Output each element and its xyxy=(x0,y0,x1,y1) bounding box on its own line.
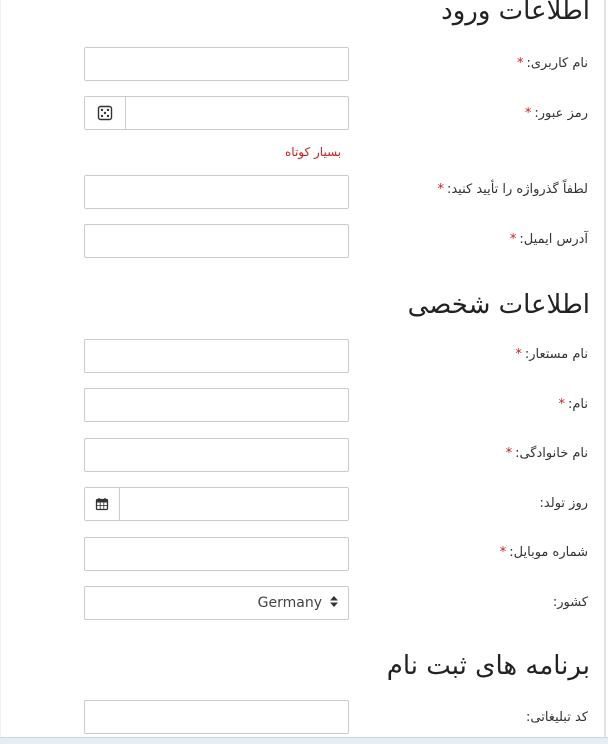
last-name-label xyxy=(506,446,588,461)
last-name-label-text: نام خانوادگی: xyxy=(515,446,588,461)
mobile-label xyxy=(500,545,588,560)
username-label-text: نام کاربری: xyxy=(526,56,588,71)
password-input[interactable] xyxy=(84,96,349,130)
country-label xyxy=(553,595,588,610)
promo-code-label-text: کد تبلیغاتی: xyxy=(526,710,588,725)
password-confirm-label xyxy=(437,182,588,197)
section-title-registration: برنامه های ثبت نام xyxy=(386,651,590,681)
email-input[interactable] xyxy=(84,224,349,258)
email-label xyxy=(510,232,588,247)
nickname-label-text: نام مستعار: xyxy=(524,347,588,362)
required-marker: * xyxy=(505,446,513,461)
username-input[interactable] xyxy=(84,47,349,81)
required-marker: * xyxy=(499,545,507,560)
birthday-input[interactable] xyxy=(84,487,349,521)
first-name-label xyxy=(558,397,588,412)
required-marker: * xyxy=(558,397,565,412)
bottom-scroll-edge xyxy=(0,737,608,744)
calendar-icon xyxy=(95,497,109,511)
last-name-input[interactable] xyxy=(84,438,349,472)
required-marker: * xyxy=(524,106,532,121)
generate-password-button[interactable] xyxy=(85,97,126,129)
required-marker: * xyxy=(516,56,524,71)
password-confirm-input[interactable] xyxy=(84,175,349,209)
username-label xyxy=(517,56,588,71)
calendar-button[interactable] xyxy=(85,488,120,520)
mobile-label-text: شماره موبایل: xyxy=(509,545,588,560)
password-label xyxy=(525,106,588,121)
section-title-personal: اطلاعات شخصی xyxy=(407,290,590,320)
nickname-input[interactable] xyxy=(84,339,349,373)
country-label-text: کشور: xyxy=(552,595,588,610)
section-title-login: اطلاعات ورود xyxy=(441,0,590,26)
required-marker: * xyxy=(437,182,444,197)
first-name-input[interactable] xyxy=(84,388,349,422)
country-select-value xyxy=(258,587,338,619)
promo-code-input[interactable] xyxy=(84,700,349,734)
country-selected: Germany xyxy=(257,595,322,611)
required-marker: * xyxy=(509,232,517,247)
mobile-input[interactable] xyxy=(84,537,349,571)
password-confirm-label-text: لطفاً گذرواژه را تأیید کنید: xyxy=(446,182,588,197)
sort-caret-icon xyxy=(330,596,338,610)
password-strength-warning: بسیار کوتاه xyxy=(285,145,342,159)
password-label-text: رمز عبور: xyxy=(534,106,588,121)
dice-icon xyxy=(97,105,113,121)
nickname-label xyxy=(515,347,588,362)
email-label-text: آدرس ایمیل: xyxy=(519,232,588,247)
birthday-label xyxy=(540,496,588,511)
country-select[interactable] xyxy=(84,586,349,620)
birthday-label-text: روز تولد: xyxy=(539,496,588,511)
required-marker: * xyxy=(515,347,522,362)
first-name-label-text: نام: xyxy=(567,397,588,412)
promo-code-label xyxy=(526,710,588,725)
